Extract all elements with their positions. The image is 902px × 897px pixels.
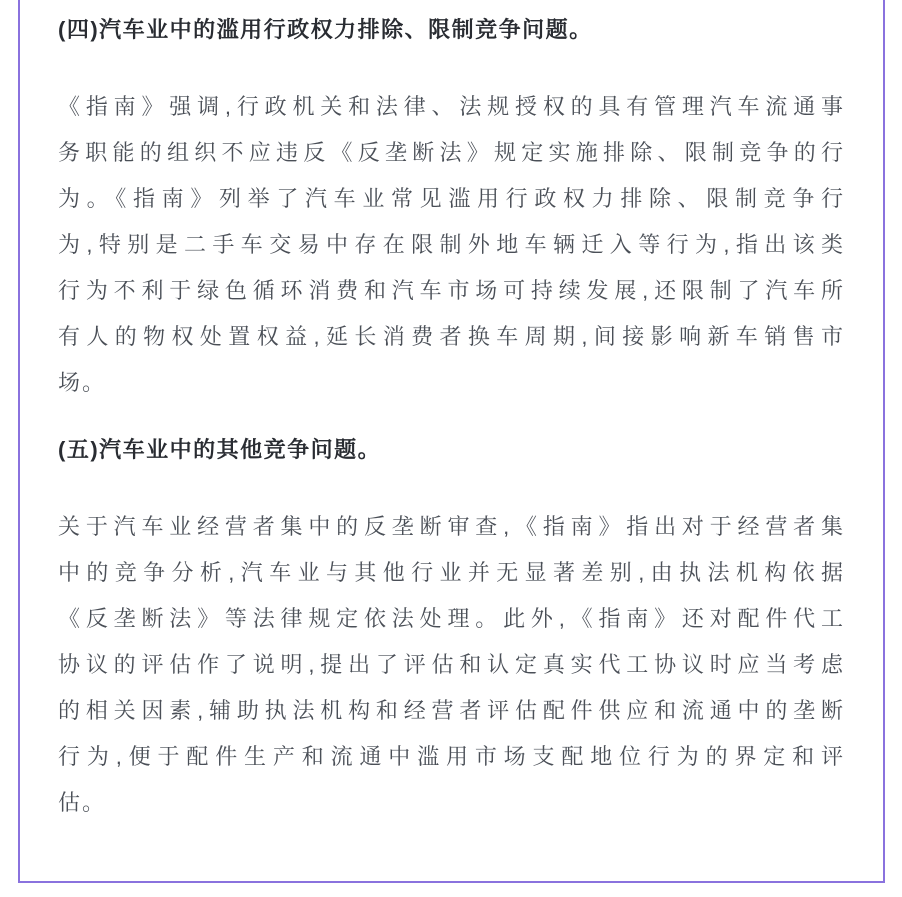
text-line: 为。《指南》列举了汽车业常见滥用行政权力排除、限制竞争行 bbox=[58, 186, 845, 211]
article-content-box bbox=[18, 0, 885, 883]
text-line: 关于汽车业经营者集中的反垄断审查,《指南》指出对于经营者集 bbox=[58, 514, 845, 539]
text-line: 场。 bbox=[58, 370, 107, 395]
text-line: 估。 bbox=[58, 790, 107, 815]
text-line: 《指南》强调,行政机关和法律、法规授权的具有管理汽车流通事 bbox=[58, 94, 845, 119]
text-line: 《反垄断法》等法律规定依法处理。此外,《指南》还对配件代工 bbox=[58, 606, 845, 631]
section-heading-4: (四)汽车业中的滥用行政权力排除、限制竞争问题。 bbox=[58, 17, 593, 42]
text-line: 务职能的组织不应违反《反垄断法》规定实施排除、限制竞争的行 bbox=[58, 140, 845, 165]
text-line: 行为,便于配件生产和流通中滥用市场支配地位行为的界定和评 bbox=[58, 744, 845, 769]
text-line: 为,特别是二手车交易中存在限制外地车辆迁入等行为,指出该类 bbox=[58, 232, 845, 257]
text-line: 行为不利于绿色循环消费和汽车市场可持续发展,还限制了汽车所 bbox=[58, 278, 845, 303]
text-line: 有人的物权处置权益,延长消费者换车周期,间接影响新车销售市 bbox=[58, 324, 845, 349]
section-paragraph-5 bbox=[58, 504, 845, 826]
section-heading-5: (五)汽车业中的其他竞争问题。 bbox=[58, 437, 382, 462]
text-line: 协议的评估作了说明,提出了评估和认定真实代工协议时应当考虑 bbox=[58, 652, 845, 677]
section-paragraph-4 bbox=[58, 84, 845, 406]
text-line: 中的竞争分析,汽车业与其他行业并无显著差别,由执法机构依据 bbox=[58, 560, 845, 585]
text-line: 的相关因素,辅助执法机构和经营者评估配件供应和流通中的垄断 bbox=[58, 698, 845, 723]
